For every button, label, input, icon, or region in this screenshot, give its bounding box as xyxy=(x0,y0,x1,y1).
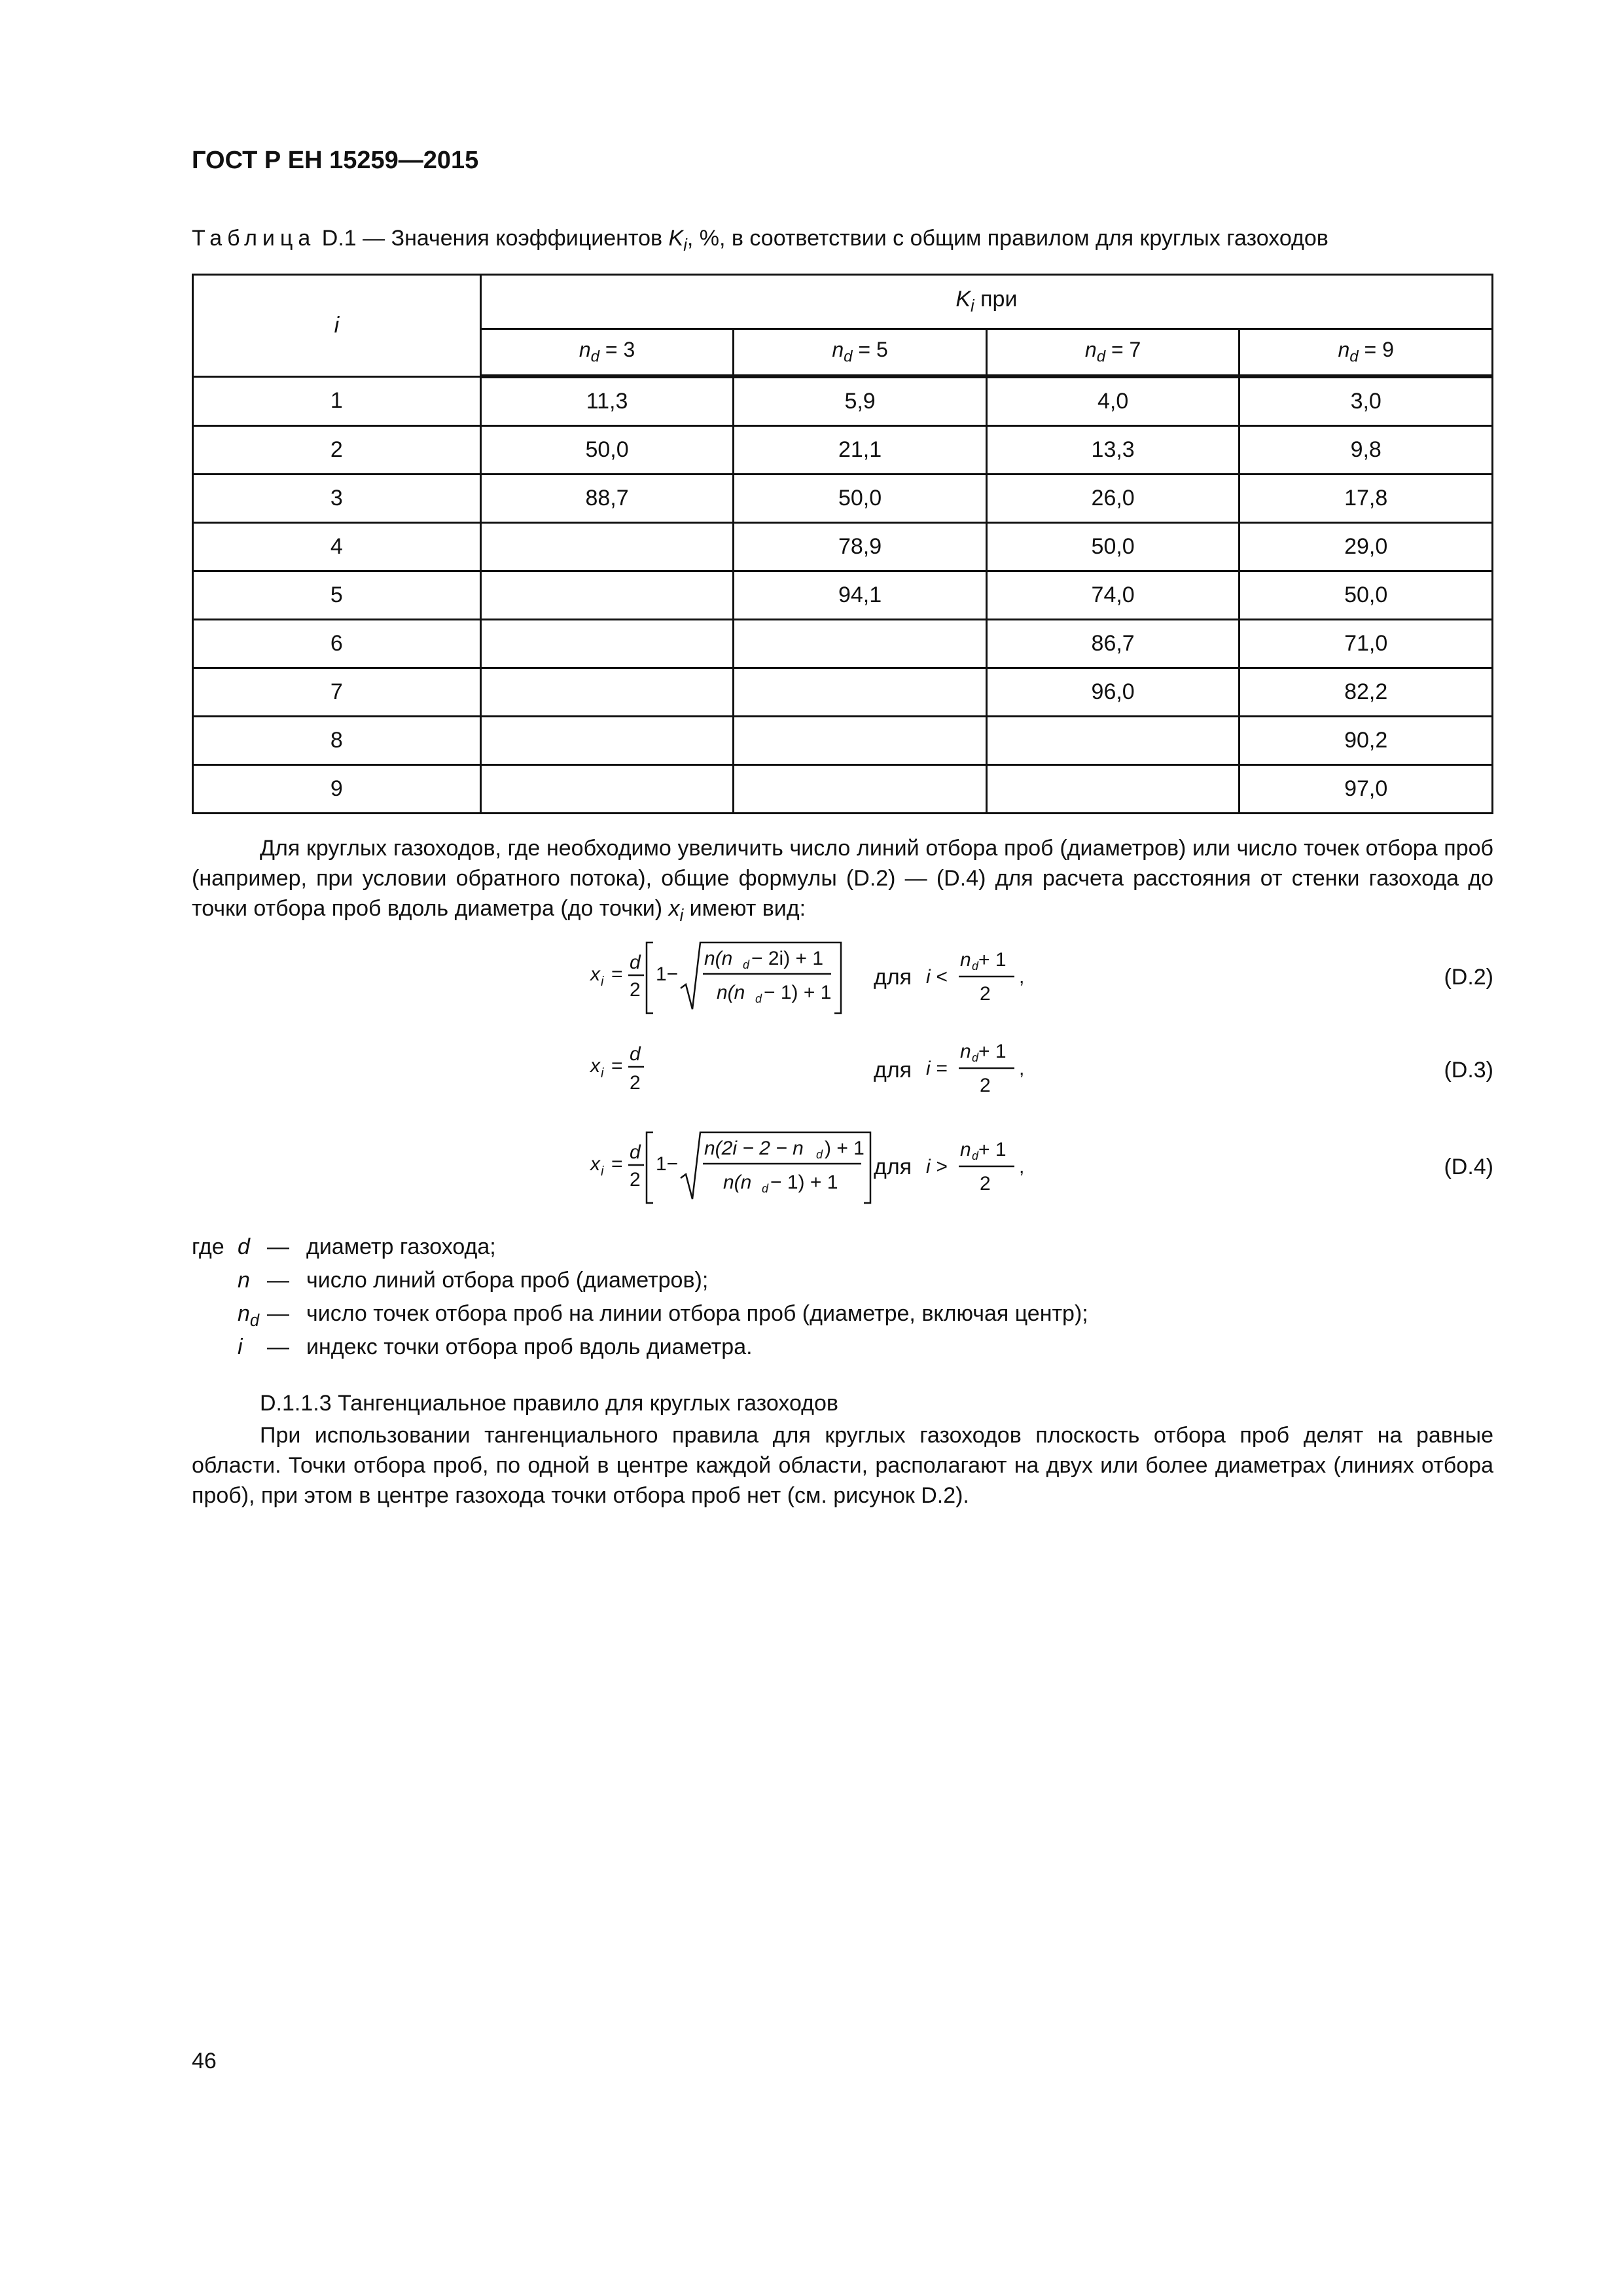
ki-value-cell: 3,0 xyxy=(1240,376,1493,426)
condition: i > xyxy=(926,1156,948,1177)
ki-value-cell xyxy=(734,765,987,814)
row-index-cell: 7 xyxy=(193,668,481,717)
col-rest: = 3 xyxy=(599,338,635,362)
ki-value-cell: 26,0 xyxy=(986,475,1240,523)
table-row xyxy=(193,765,1493,814)
caption-prefix: Таблица xyxy=(192,226,316,251)
nd-sub: d xyxy=(972,1149,979,1162)
row-index-cell: 3 xyxy=(193,475,481,523)
denominator-part2: − 1) + 1 xyxy=(764,982,832,1003)
ki-value-cell xyxy=(986,717,1240,765)
formula-d3-ref: (D.3) xyxy=(1444,1058,1493,1083)
caption-number: D.1 — Значения коэффициентов xyxy=(321,226,663,251)
one-minus: 1− xyxy=(656,963,679,985)
col-sub: d xyxy=(1349,348,1359,366)
x-symbol: x xyxy=(590,963,600,985)
definition-symbol: d xyxy=(238,1234,250,1259)
nd-n: n xyxy=(960,949,971,971)
plus-one: + 1 xyxy=(978,1139,1007,1160)
two: 2 xyxy=(980,983,991,1005)
row-index-cell: 4 xyxy=(193,523,481,571)
ki-value-cell xyxy=(734,717,987,765)
ki-value-cell: 50,0 xyxy=(1240,571,1493,620)
col-rest: = 9 xyxy=(1358,338,1394,362)
numerator-sub: d xyxy=(816,1148,823,1161)
paragraph-symbol-sub: i xyxy=(679,906,684,925)
table-row xyxy=(193,376,1493,426)
two: 2 xyxy=(980,1075,991,1096)
definition-text: диаметр газохода; xyxy=(306,1234,496,1259)
nd-sub: d xyxy=(972,960,979,973)
col-rest: = 7 xyxy=(1105,338,1141,362)
row-index-cell: 6 xyxy=(193,620,481,668)
numerator-part2: − 2i) + 1 xyxy=(751,948,824,969)
ki-values-table xyxy=(192,274,1493,814)
comma: , xyxy=(1019,1058,1025,1079)
ki-value-cell: 17,8 xyxy=(1240,475,1493,523)
for-word: для xyxy=(874,965,912,990)
ki-value-cell xyxy=(480,765,734,814)
formula-d4-ref: (D.4) xyxy=(1444,1155,1493,1179)
two: 2 xyxy=(630,1072,641,1094)
formula-d3 xyxy=(576,1034,1493,1119)
ki-value-cell: 50,0 xyxy=(986,523,1240,571)
col-sub: d xyxy=(1096,348,1106,366)
row-index-cell: 1 xyxy=(193,376,481,426)
definition-text: индекс точки отбора проб вдоль диаметра. xyxy=(306,1335,753,1359)
nd-n: n xyxy=(960,1041,971,1062)
condition: i < xyxy=(926,966,948,988)
numerator-part1: n(2i − 2 − n xyxy=(704,1138,804,1159)
ki-value-cell: 88,7 xyxy=(480,475,734,523)
denominator-part1: n(n xyxy=(717,982,745,1003)
two: 2 xyxy=(980,1173,991,1194)
paragraph-end: имеют вид: xyxy=(683,896,806,921)
x-sub: i xyxy=(601,1164,604,1179)
denominator-part2: − 1) + 1 xyxy=(770,1172,838,1193)
condition: i = xyxy=(926,1058,948,1079)
table-row xyxy=(193,426,1493,475)
ki-value-cell: 78,9 xyxy=(734,523,987,571)
paragraph-symbol: x xyxy=(668,896,680,921)
nd-sub: d xyxy=(972,1051,979,1064)
section-paragraph: При использовании тангенциального правила для круглых газоходов плоскость отбора проб делят на равные области. Точки отбора проб, по одной в центре каждой области, располагают на двух или более диаметрах (линиях отбора проб), при этом в центре газохода точки отбора проб нет (см. рисунок D.2). xyxy=(192,1423,1493,1508)
nd-symbol-sub: d xyxy=(249,1312,260,1331)
ki-value-cell: 94,1 xyxy=(734,571,987,620)
ki-value-cell xyxy=(986,765,1240,814)
equals: = xyxy=(611,963,623,985)
col-sym: n xyxy=(1084,338,1097,362)
row-index-cell: 9 xyxy=(193,765,481,814)
formula-d3-condition xyxy=(926,1034,1057,1106)
numerator-sub: d xyxy=(743,958,750,971)
column-header-nd7 xyxy=(986,329,1240,377)
denominator-sub: d xyxy=(762,1182,769,1195)
ki-value-cell xyxy=(480,620,734,668)
ki-value-cell xyxy=(480,523,734,571)
for-word: для xyxy=(874,1155,912,1179)
ki-value-cell: 86,7 xyxy=(986,620,1240,668)
denominator-sub: d xyxy=(755,992,762,1005)
x-sub: i xyxy=(601,975,604,989)
table-row xyxy=(193,523,1493,571)
numerator-part1: n(n xyxy=(704,948,733,969)
definition-dash: — xyxy=(267,1234,289,1259)
ki-value-cell: 21,1 xyxy=(734,426,987,475)
ki-value-cell xyxy=(734,668,987,717)
col-sub: d xyxy=(844,348,853,366)
d-symbol: d xyxy=(630,1043,641,1065)
formula-d2-ref: (D.2) xyxy=(1444,965,1493,990)
definition-dash: — xyxy=(267,1335,289,1359)
table-row xyxy=(193,620,1493,668)
group-header-symbol: K xyxy=(955,287,971,312)
ki-value-cell: 82,2 xyxy=(1240,668,1493,717)
table-row xyxy=(193,717,1493,765)
table-row xyxy=(193,475,1493,523)
denominator-part1: n(n xyxy=(723,1172,752,1193)
ki-value-cell: 29,0 xyxy=(1240,523,1493,571)
formula-d4-expression xyxy=(576,1126,903,1211)
ki-value-cell: 50,0 xyxy=(480,426,734,475)
ki-value-cell: 74,0 xyxy=(986,571,1240,620)
group-header-sub: i xyxy=(971,297,974,316)
numerator-part2: ) + 1 xyxy=(825,1138,865,1159)
definition-symbol: n xyxy=(238,1268,250,1293)
equals: = xyxy=(611,1153,623,1175)
col-sym: n xyxy=(1338,338,1350,362)
ki-value-cell: 97,0 xyxy=(1240,765,1493,814)
ki-value-cell: 71,0 xyxy=(1240,620,1493,668)
section-title: D.1.1.3 Тангенциальное правило для круглых газоходов xyxy=(260,1391,838,1416)
definition-text: число точек отбора проб на линии отбора проб (диаметре, включая центр); xyxy=(306,1301,1088,1326)
column-header-nd3 xyxy=(480,329,734,377)
formula-d2-expression xyxy=(576,936,903,1021)
nd-n: n xyxy=(960,1139,971,1160)
ki-value-cell: 13,3 xyxy=(986,426,1240,475)
two: 2 xyxy=(630,1169,641,1191)
x-symbol: x xyxy=(590,1153,600,1175)
col-sym: n xyxy=(579,338,591,362)
body-paragraph xyxy=(192,833,1493,931)
definition-dash: — xyxy=(267,1268,289,1293)
ki-group-header xyxy=(480,275,1492,329)
two: 2 xyxy=(630,979,641,1001)
plus-one: + 1 xyxy=(978,949,1007,971)
table-caption xyxy=(192,226,1329,255)
ki-value-cell xyxy=(734,620,987,668)
col-sym: n xyxy=(832,338,844,362)
column-header-nd9 xyxy=(1240,329,1493,377)
ki-value-cell xyxy=(480,571,734,620)
ki-value-cell: 90,2 xyxy=(1240,717,1493,765)
caption-rest: , %, в соответствии с общим правилом для круглых газоходов xyxy=(687,226,1329,251)
formula-d3-expression xyxy=(576,1034,707,1106)
group-header-rest: при xyxy=(974,287,1018,312)
caption-symbol-sub: i xyxy=(683,236,687,255)
x-sub: i xyxy=(601,1066,604,1081)
formula-d4-condition xyxy=(926,1126,1057,1211)
formula-d2-condition xyxy=(926,936,1057,1021)
ki-value-cell: 4,0 xyxy=(986,376,1240,426)
ki-value-cell: 50,0 xyxy=(734,475,987,523)
ki-value-cell: 9,8 xyxy=(1240,426,1493,475)
row-index-cell: 8 xyxy=(193,717,481,765)
d-symbol: d xyxy=(630,1141,641,1163)
x-symbol: x xyxy=(590,1055,600,1077)
table-row xyxy=(193,571,1493,620)
page-number: 46 xyxy=(192,2049,217,2073)
formula-d2 xyxy=(576,936,1493,1021)
col-rest: = 5 xyxy=(852,338,888,362)
definition-symbol: i xyxy=(238,1335,243,1359)
col-sub: d xyxy=(590,348,599,366)
one-minus: 1− xyxy=(656,1153,679,1175)
ki-value-cell: 5,9 xyxy=(734,376,987,426)
equals: = xyxy=(611,1055,623,1077)
d-symbol: d xyxy=(630,952,641,973)
ki-value-cell xyxy=(480,668,734,717)
comma: , xyxy=(1019,1156,1025,1177)
formula-d4 xyxy=(576,1126,1493,1211)
plus-one: + 1 xyxy=(978,1041,1007,1062)
definition-text: число линий отбора проб (диаметров); xyxy=(306,1268,709,1293)
caption-symbol: K xyxy=(668,226,684,251)
paragraph-text: Для круглых газоходов, где необходимо увеличить число линий отбора проб (диаметров) или число точек отбора проб (например, при условии обратного потока), общие формулы (D.2) — (D.4) для расчета расстояния от стенки газохода до точки отбора проб вдоль диаметра (до точки) xyxy=(192,836,1493,921)
definition-dash: — xyxy=(267,1301,289,1326)
comma: , xyxy=(1019,966,1025,988)
column-header-nd5 xyxy=(734,329,987,377)
table-body xyxy=(193,376,1493,814)
row-index-cell: 2 xyxy=(193,426,481,475)
ki-value-cell xyxy=(480,717,734,765)
ki-value-cell: 11,3 xyxy=(480,376,734,426)
for-word: для xyxy=(874,1058,912,1083)
row-index-header: i xyxy=(193,275,481,377)
where-prefix: где xyxy=(192,1234,224,1259)
ki-value-cell: 96,0 xyxy=(986,668,1240,717)
row-index-cell: 5 xyxy=(193,571,481,620)
nd-symbol: n xyxy=(238,1301,250,1326)
document-header: ГОСТ Р ЕН 15259—2015 xyxy=(192,147,479,174)
table-row xyxy=(193,668,1493,717)
